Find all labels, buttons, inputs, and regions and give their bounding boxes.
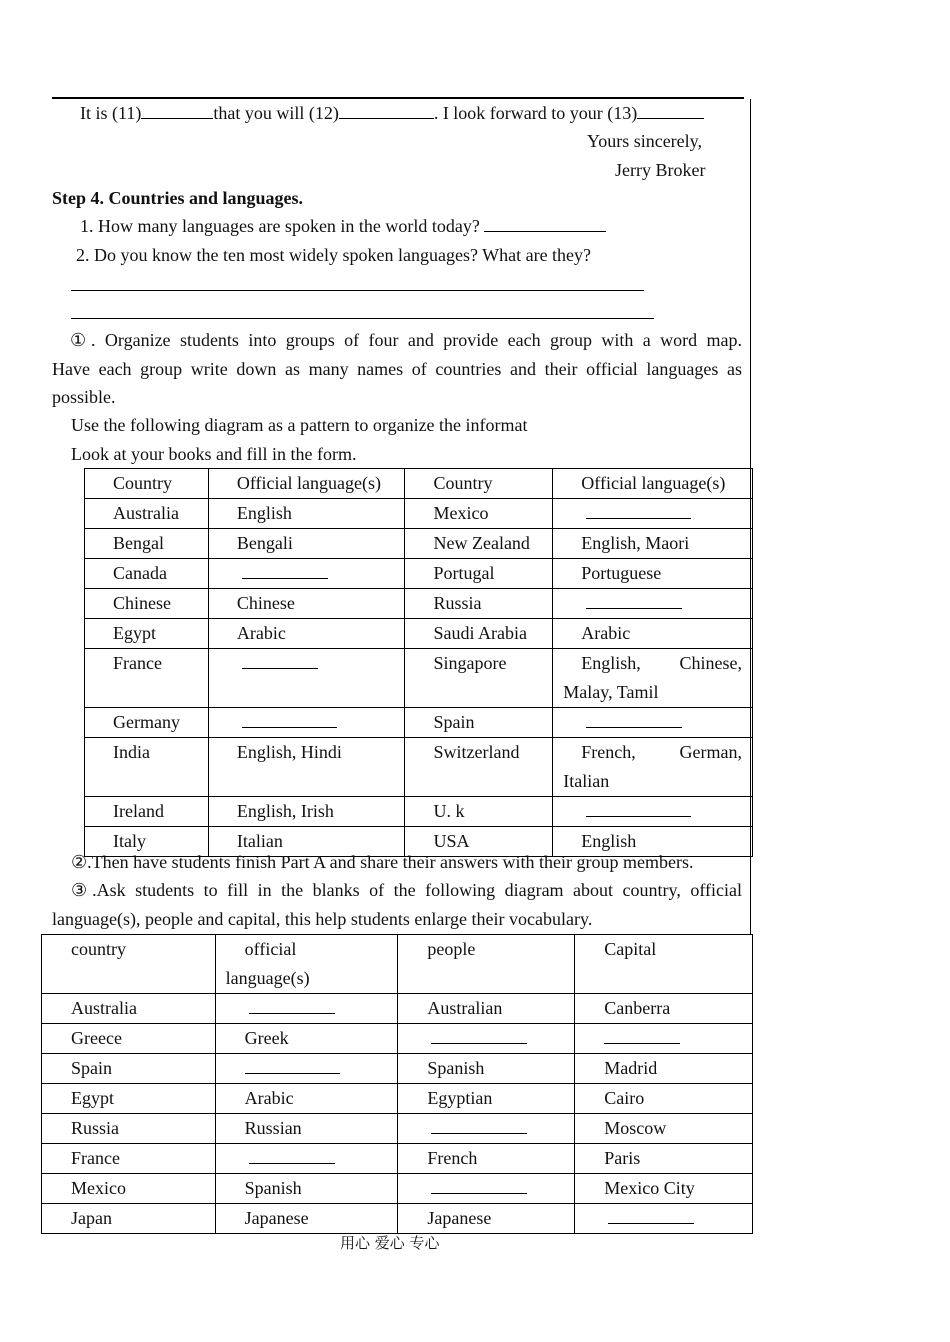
instruction-3-line1: ③.Ask students to fill in the blanks of the following diagram about country, official [71,880,742,900]
cell: Canberra [575,994,753,1024]
table-header-row [42,935,753,994]
cell-blank[interactable] [553,589,753,619]
cell: Mexico [42,1174,216,1204]
cell: India [85,738,209,797]
answer-line-2[interactable] [71,318,654,319]
top-rule [52,97,744,99]
header-language-2: Official language(s) [553,469,753,499]
cell-blank[interactable] [553,708,753,738]
cell: Spanish [215,1174,398,1204]
cell: Arabic [553,619,753,649]
table-row [85,797,753,827]
cell: French [398,1144,575,1174]
letter-prefix: It is (11) [80,103,142,123]
cell: France [42,1144,216,1174]
cell: Spain [405,708,553,738]
cell: Greek [215,1024,398,1054]
cell-blank[interactable] [208,559,405,589]
header-country-2: Country [405,469,553,499]
cell: Japanese [215,1204,398,1234]
cell: English, Hindi [208,738,405,797]
table-row [42,1084,753,1114]
table-row [85,589,753,619]
cell: English [553,827,753,857]
cell: Portuguese [553,559,753,589]
cell: Portugal [405,559,553,589]
cell-blank[interactable] [398,1114,575,1144]
letter-closing: Yours sincerely, [587,131,702,151]
cell: Singapore [405,649,553,708]
letter-mid1: that you will (12) [213,103,339,123]
cell: Mexico [405,499,553,529]
cell-singapore: English, Chinese, Malay, Tamil [553,649,753,708]
cell: Chinese [85,589,209,619]
letter-mid2: . I look forward to your (13) [433,103,638,123]
cell: Moscow [575,1114,753,1144]
cell-switzerland: French, German, Italian [553,738,753,797]
cell-blank[interactable] [208,708,405,738]
country-people-capital-table [41,934,753,1234]
instruction-1-line3: possible. [52,387,116,407]
cell: Australian [398,994,575,1024]
header-official-language: official language(s) [215,935,398,994]
country-language-table [84,468,753,857]
cell: New Zealand [405,529,553,559]
header-country-1: Country [85,469,209,499]
cell-blank[interactable] [208,649,405,708]
instruction-1-line2: Have each group write down as many names of countries and their official languages as [52,359,742,379]
instruction-2: ②.Then have students finish Part A and share their answers with their group members. [71,852,694,872]
cell: Australia [85,499,209,529]
table-row [85,649,753,708]
cell-blank[interactable] [553,499,753,529]
table-row [42,1204,753,1234]
step4-heading: Step 4. Countries and languages. [52,188,304,208]
cell: Bengal [85,529,209,559]
cell: Chinese [208,589,405,619]
cell: Greece [42,1024,216,1054]
table-row [85,708,753,738]
cell: Egypt [42,1084,216,1114]
cell: Canada [85,559,209,589]
cell: Spanish [398,1054,575,1084]
cell: Russian [215,1114,398,1144]
cell: Paris [575,1144,753,1174]
table-row [85,529,753,559]
cell-blank[interactable] [575,1204,753,1234]
cell-blank[interactable] [215,1144,398,1174]
cell: Egypt [85,619,209,649]
question-2: 2. Do you know the ten most widely spoken languages? What are they? [76,245,592,265]
blank-12[interactable] [339,102,434,119]
cell: Arabic [215,1084,398,1114]
cell-blank[interactable] [398,1174,575,1204]
table-row [42,994,753,1024]
cell: Italian [208,827,405,857]
table-header-row [85,469,753,499]
cell: Australia [42,994,216,1024]
page-footer: 用心 爱心 专心 [340,1234,440,1252]
table-row [42,1174,753,1204]
header-language-1: Official language(s) [208,469,405,499]
books-line: Look at your books and fill in the form. [71,444,357,464]
table-row [85,738,753,797]
letter-signature: Jerry Broker [615,160,706,180]
cell-blank[interactable] [215,1054,398,1084]
cell: English, Maori [553,529,753,559]
answer-line-1[interactable] [71,290,644,291]
blank-11[interactable] [141,102,213,119]
table-row [42,1144,753,1174]
cell: Mexico City [575,1174,753,1204]
cell: English, Irish [208,797,405,827]
cell-blank[interactable] [215,994,398,1024]
cell: English [208,499,405,529]
cell: Japan [42,1204,216,1234]
cell: Saudi Arabia [405,619,553,649]
cell: U. k [405,797,553,827]
cell-blank[interactable] [398,1024,575,1054]
pattern-line: Use the following diagram as a pattern to organize the informat [71,415,528,435]
header-capital: Capital [575,935,753,994]
instruction-3-line2: language(s), people and capital, this help students enlarge their vocabulary. [52,909,593,929]
header-people: people [398,935,575,994]
cell: Italy [85,827,209,857]
cell: Russia [42,1114,216,1144]
instruction-1-line1: ①. Organize students into groups of four and provide each group with a word map. [70,330,742,350]
letter-line [80,101,704,125]
cell: Spain [42,1054,216,1084]
cell: Bengali [208,529,405,559]
cell: Switzerland [405,738,553,797]
table-row [85,559,753,589]
cell: Germany [85,708,209,738]
table-row [85,619,753,649]
blank-13[interactable] [637,102,704,119]
answer-blank-q1[interactable] [484,215,606,232]
cell: France [85,649,209,708]
table-row [42,1054,753,1084]
cell: Russia [405,589,553,619]
cell: Japanese [398,1204,575,1234]
cell-blank[interactable] [553,797,753,827]
cell: Cairo [575,1084,753,1114]
cell: Egyptian [398,1084,575,1114]
cell-blank[interactable] [575,1024,753,1054]
header-country: country [42,935,216,994]
cell: USA [405,827,553,857]
cell: Arabic [208,619,405,649]
question-1 [80,214,606,238]
table-row [85,499,753,529]
table-row [42,1114,753,1144]
table-row [42,1024,753,1054]
cell: Madrid [575,1054,753,1084]
cell: Ireland [85,797,209,827]
question-1-text: 1. How many languages are spoken in the world today? [80,216,480,236]
